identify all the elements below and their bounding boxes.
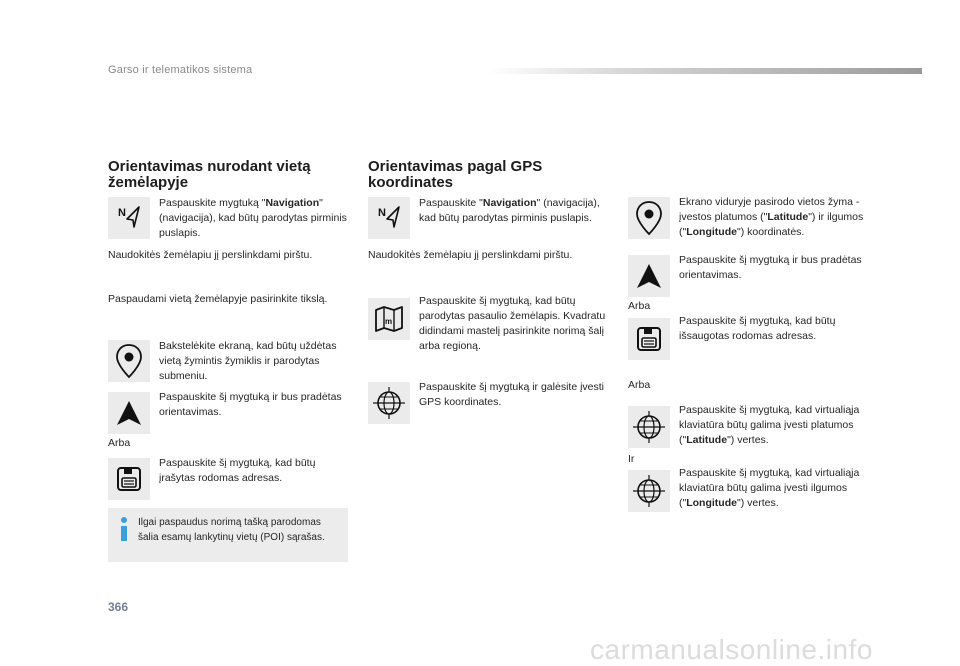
header-title: Garso ir telematikos sistema	[108, 64, 253, 76]
save-address-button-gps[interactable]	[628, 318, 670, 360]
save-address-icon	[114, 464, 144, 494]
col1-nav-text: Paspauskite mygtuką "Navigation" (navigacija), kad būtų parodytas pirminis puslapis.	[159, 197, 347, 239]
col2-nav-text: Paspauskite "Navigation" (navigacija), kad būtų parodytas pirminis puslapis.	[419, 197, 600, 224]
col3-or-label-2: Arba	[628, 379, 651, 391]
start-guidance-arrow-icon	[634, 261, 664, 291]
col1-save-text: Paspauskite šį mygtuką, kad būtų įrašytas rodomas adresas.	[159, 457, 316, 484]
svg-text:N: N	[378, 207, 386, 219]
col3-and-label: Ir	[628, 453, 635, 465]
world-map-button[interactable]	[368, 298, 410, 340]
gps-globe-icon	[371, 385, 407, 421]
col3-pin-text: Ekrano viduryje pasirodo vietos žyma - įvestos platumos ("Latitude") ir ilgumos ("Longitude") koordinatės.	[679, 196, 864, 238]
info-note-text: Ilgai paspaudus norimą tašką parodomas šalia esamų lankytinų vietų (POI) sąrašas.	[138, 517, 325, 543]
col3-start-text: Paspauskite šį mygtuką ir bus pradėtas orientavimas.	[679, 254, 862, 281]
navigation-button[interactable]	[108, 197, 150, 239]
col1-heading-line1: Orientavimas nurodant vietą	[108, 158, 311, 175]
col2-para1: Naudokitės žemėlapiu jį perslinkdami pirštu.	[368, 249, 573, 261]
col3-lon-text: Paspauskite šį mygtuką, kad virtualiąja klaviatūra būtų galima įvesti ilgumos ("Longitude") vertes.	[679, 467, 860, 509]
col2-heading-line1: Orientavimas pagal GPS	[368, 158, 543, 175]
col3-lat-text: Paspauskite šį mygtuką, kad virtualiąja klaviatūra būtų galima įvesti platumos ("Latitude") vertes.	[679, 404, 860, 446]
page-number: 366	[108, 600, 129, 614]
col1-start-text: Paspauskite šį mygtuką ir bus pradėtas orientavimas.	[159, 391, 342, 418]
save-address-button[interactable]	[108, 458, 150, 500]
gps-globe-icon	[631, 409, 667, 445]
col1-para2: Paspaudami vietą žemėlapyje pasirinkite tikslą.	[108, 293, 328, 305]
col1-para1: Naudokitės žemėlapiu jį perslinkdami pirštu.	[108, 249, 313, 261]
col3-save-text: Paspauskite šį mygtuką, kad būtų išsaugotas rodomas adresas.	[679, 315, 836, 342]
info-icon	[118, 516, 130, 542]
col2-globe-text: Paspauskite šį mygtuką ir galėsite įvesti GPS koordinates.	[419, 381, 604, 408]
gps-globe-icon	[631, 473, 667, 509]
navigation-n-icon	[114, 203, 144, 233]
gps-coordinates-button[interactable]	[368, 382, 410, 424]
col1-heading	[108, 159, 348, 191]
col1-heading-line2: žemėlapyje	[108, 174, 189, 191]
location-pin-icon	[634, 200, 664, 236]
save-address-icon	[634, 324, 664, 354]
location-pin-icon	[114, 343, 144, 379]
navigation-n-icon	[374, 203, 404, 233]
svg-text:N: N	[118, 207, 126, 219]
start-guidance-arrow-icon	[114, 398, 144, 428]
navigation-button-gps[interactable]	[368, 197, 410, 239]
svg-text:m: m	[385, 317, 393, 326]
col3-or-label-1: Arba	[628, 300, 651, 312]
watermark: carmanualsonline.info	[590, 634, 873, 665]
header-divider	[488, 68, 922, 74]
map-pin-marker[interactable]	[108, 340, 150, 382]
world-map-icon	[373, 304, 405, 334]
start-guidance-button[interactable]	[108, 392, 150, 434]
col2-heading-line2: koordinates	[368, 174, 454, 191]
start-guidance-button-gps[interactable]	[628, 255, 670, 297]
col2-map-text: Paspauskite šį mygtuką, kad būtų parodytas pasaulio žemėlapis. Kvadratu didindami mastelį pasirinkite norimą šalį arba regioną.	[419, 295, 606, 352]
longitude-entry-button[interactable]	[628, 470, 670, 512]
info-note	[108, 508, 348, 562]
coordinates-pin-marker[interactable]	[628, 197, 670, 239]
latitude-entry-button[interactable]	[628, 406, 670, 448]
col1-pin-text: Bakstelėkite ekraną, kad būtų uždėtas vietą žymintis žymiklis ir parodytas submeniu.	[159, 340, 337, 382]
col1-or-label: Arba	[108, 437, 131, 449]
col2-heading	[368, 159, 608, 191]
